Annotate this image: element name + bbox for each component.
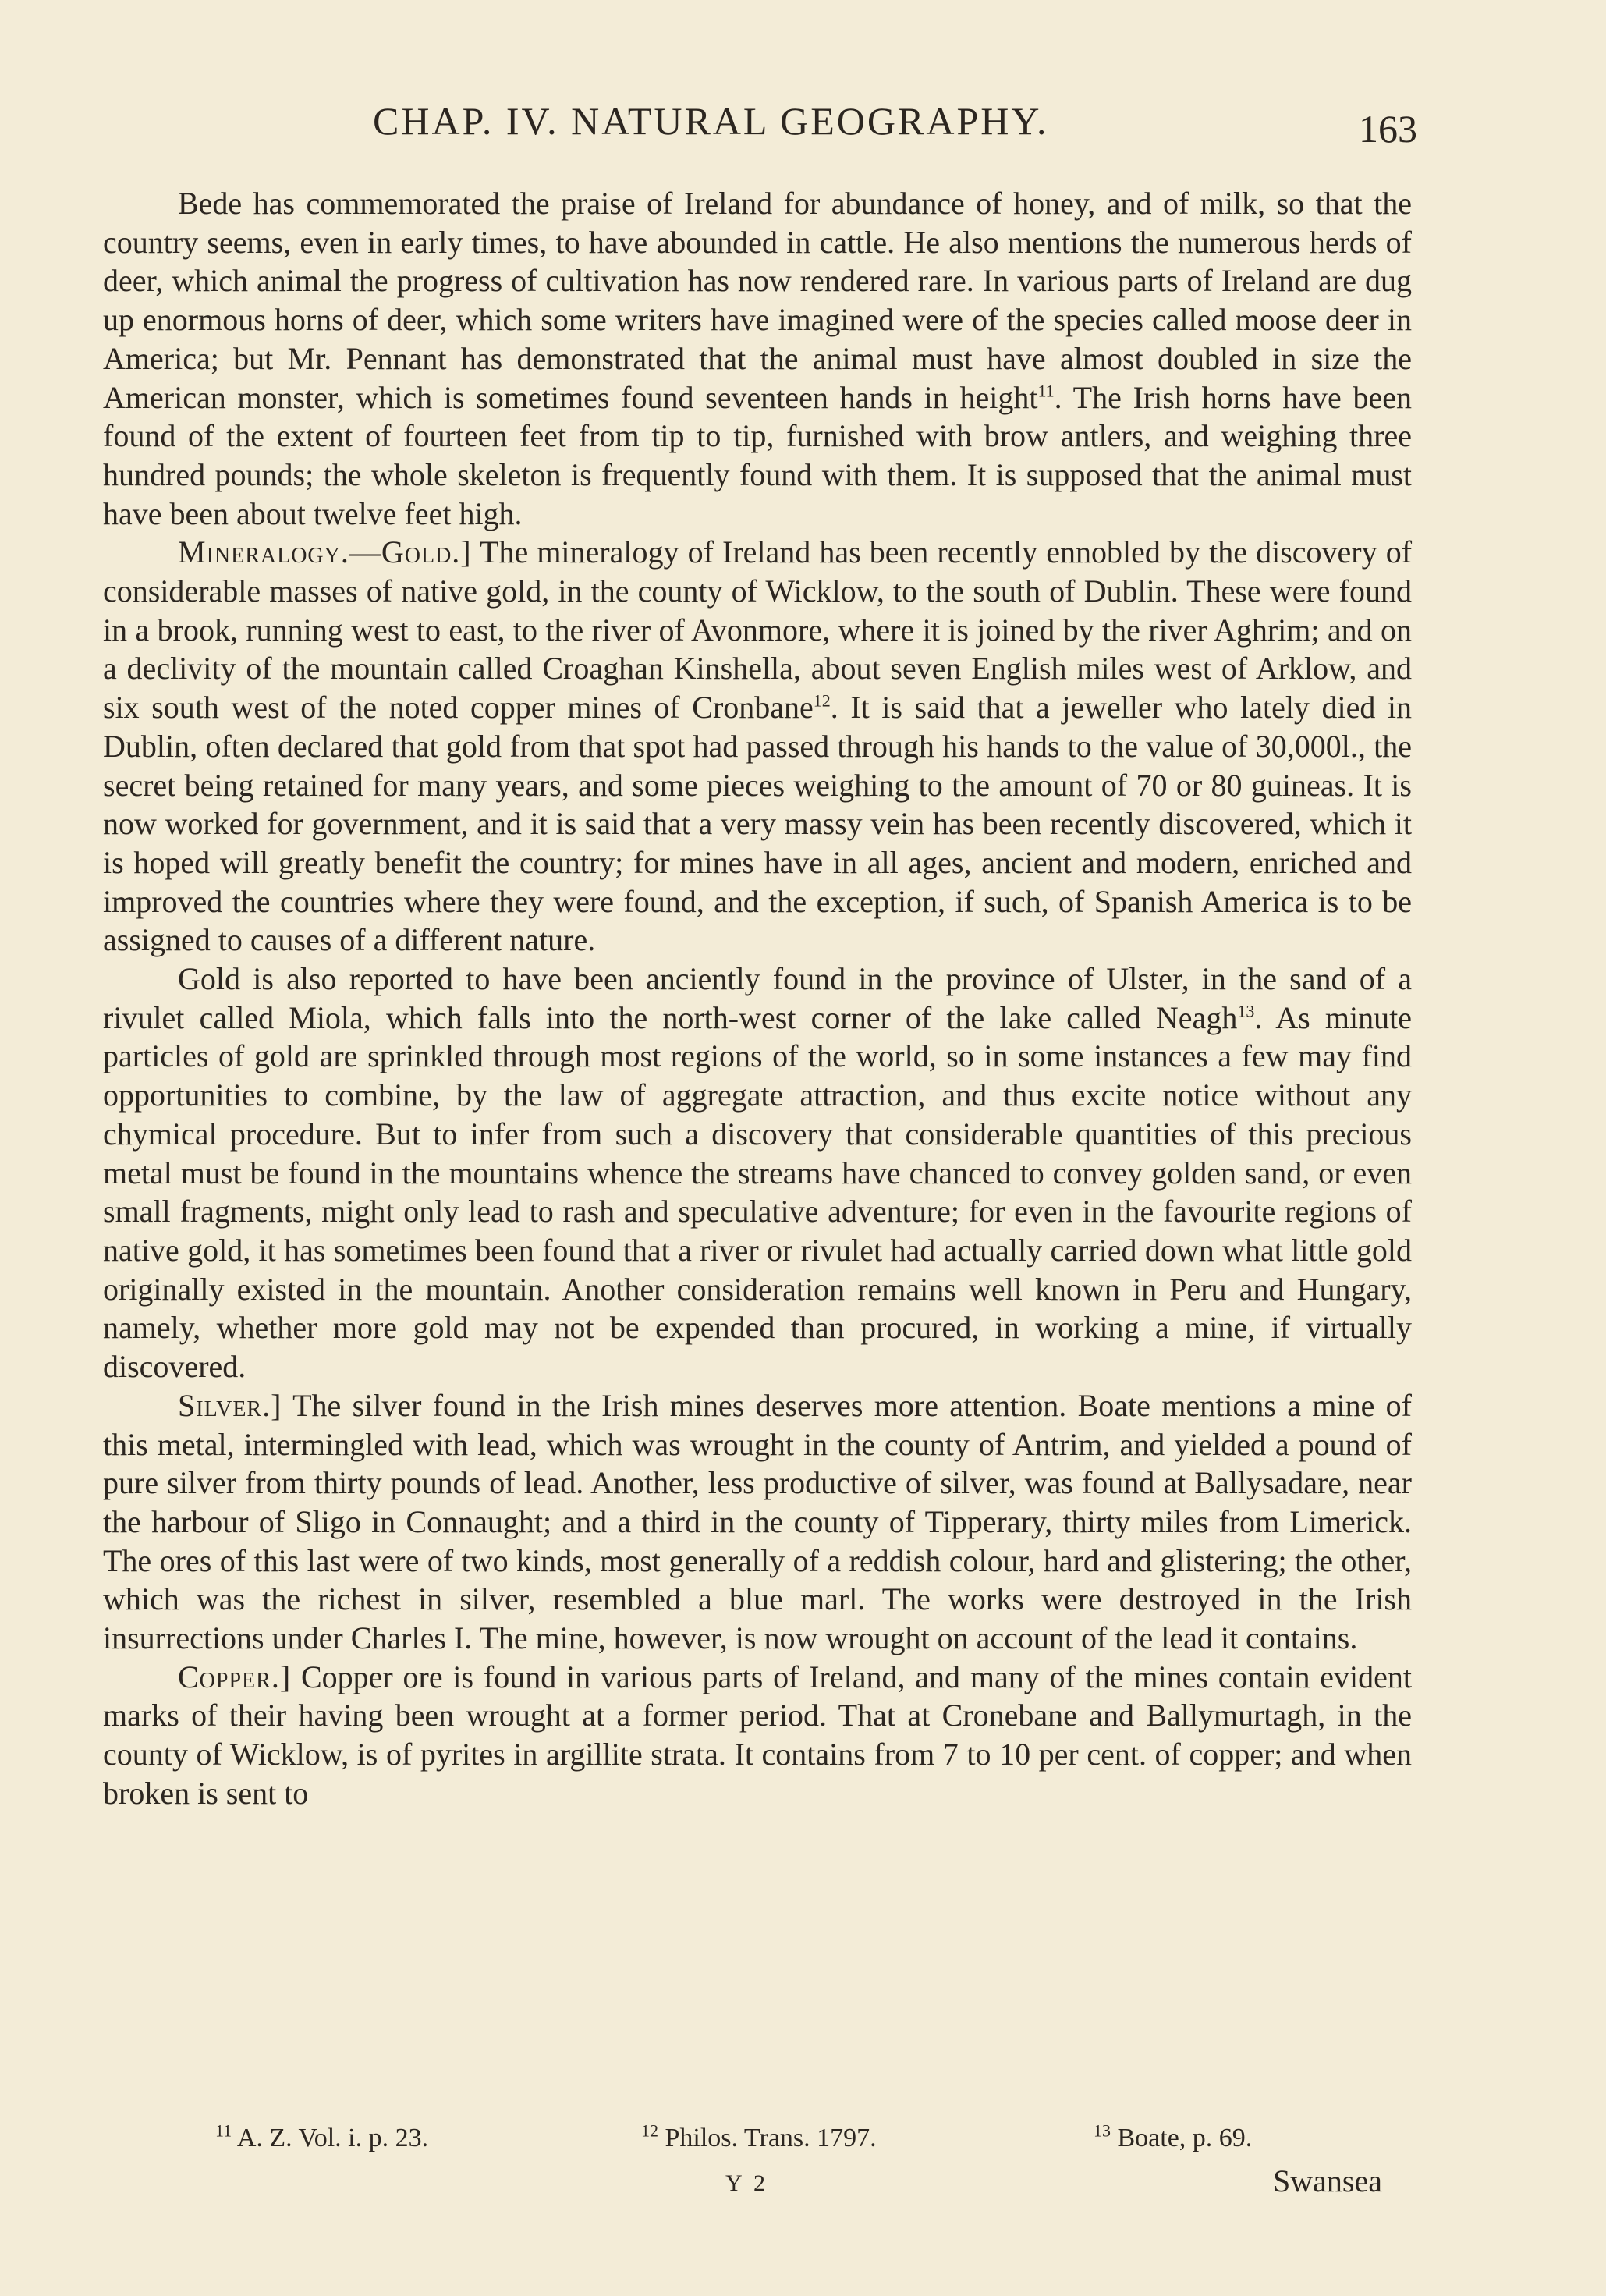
paragraph-text: The silver found in the Irish mines deserves more attention. Boate mentions a mine of this metal, intermingled with lead, which was wrought in the county of Antrim, and yielded a pound of pure silver from thirty pounds of lead. Another, less productive of silver, was found at Ballysadare, near the harbour of Sligo in Connaught; and a third in the county of Tipperary, thirty miles from Limerick. The ores of this last were of two kinds, most generally of a reddish colour, hard and glistering; the other, which was the richest in silver, resembled a blue marl. The works were destroyed in the Irish insurrections under Charles I. The mine, however, is now wrought on account of the lead it contains.	[103, 1387, 1412, 1656]
footnote	[1094, 2120, 1253, 2153]
paragraph	[103, 960, 1412, 1386]
running-header: CHAP. IV. NATURAL GEOGRAPHY.	[373, 99, 1049, 143]
paragraph	[103, 533, 1412, 960]
side-heading: Mineralogy.—Gold.]	[178, 534, 472, 570]
footnote-ref: 12	[813, 690, 831, 711]
side-heading: Silver.]	[178, 1387, 282, 1423]
paragraph-text-continued: . It is said that a jeweller who lately died in Dublin, often declared that gold from that spot had passed through his hands to the value of 30,000l., the secret being retained for many years, and some pieces weighing to the amount of 70 or 80 guineas. It is now worked for government, and it is said that a very massy vein has been recently discovered, which it is hoped will greatly benefit the country; for mines have in all ages, ancient and modern, enriched and improved the countries where they were found, and the exception, if such, of Spanish America is to be assigned to causes of a different nature.	[103, 690, 1412, 958]
paragraph	[103, 1658, 1412, 1813]
paragraph	[103, 1386, 1412, 1658]
footnote-ref: 11	[1037, 381, 1055, 401]
page-number: 163	[1359, 107, 1417, 151]
paragraph-text-continued: . As minute particles of gold are sprinkled through most regions of the world, so in some instances a few may find opportunities to combine, by the law of aggregate attraction, and thus excite notice without any chymical procedure. But to infer from such a discovery that considerable quantities of this precious metal must be found in the mountains whence the streams have chanced to convey golden sand, or even small fragments, might only lead to rash and speculative adventure; for even in the favourite regions of native gold, it has sometimes been found that a river or rivulet had actually carried down what little gold originally existed in the mountain. Another consideration remains well known in Peru and Hungary, namely, whether more gold may not be expended than procured, in working a mine, if virtually discovered.	[103, 999, 1412, 1385]
paragraph-text: Bede has commemorated the praise of Ireland for abundance of honey, and of milk, so that the country seems, even in early times, to have abounded in cattle. He also mentions the numerous herds of deer, which animal the progress of cultivation has now rendered rare. In various parts of Ireland are dug up enormous horns of deer, which some writers have imagined were of the species called moose deer in America; but Mr. Pennant has demonstrated that the animal must have almost doubled in size the American monster, which is sometimes found seventeen hands in height	[103, 186, 1412, 415]
body-text	[103, 184, 1412, 1813]
footnote-text: Philos. Trans. 1797.	[665, 2124, 877, 2152]
paragraph-text-continued: . The Irish horns have been found of the extent of fourteen feet from tip to tip, furnished with brow antlers, and weighing three hundred pounds; the whole skeleton is frequently found with them. It is supposed that the animal must have been about twelve feet high.	[103, 379, 1413, 531]
paragraph	[103, 184, 1412, 533]
footnote	[641, 2120, 877, 2153]
signature-mark: Y 2	[725, 2170, 769, 2196]
paragraph-text: The mineralogy of Ireland has been recently ennobled by the discovery of considerable masses of native gold, in the county of Wicklow, to the south of Dublin. These were found in a brook, running west to east, to the river of Avonmore, where it is joined by the river Aghrim; and on a declivity of the mountain called Croaghan Kinshella, about seven English miles west of Arklow, and six south west of the noted copper mines of Cronbane	[103, 534, 1413, 726]
footnote-text: A. Z. Vol. i. p. 23.	[236, 2124, 429, 2152]
footnote-text: Boate, p. 69.	[1117, 2124, 1253, 2152]
catchword: Swansea	[1273, 2163, 1382, 2198]
footnote-mark: 13	[1094, 2120, 1111, 2141]
paragraph-text: Copper ore is found in various parts of Ireland, and many of the mines contain evident marks of their having been wrought at a former period. That at Cronebane and Ballymurtagh, in the county of Wicklow, is of pyrites in argillite strata. It contains from 7 to 10 per cent. of copper; and when broken is sent to	[103, 1659, 1412, 1811]
footnote-ref: 13	[1237, 1001, 1255, 1021]
footnote-mark: 11	[215, 2120, 232, 2141]
footnote	[215, 2120, 429, 2153]
paragraph-text: Gold is also reported to have been anciently found in the province of Ulster, in the sand of a rivulet called Miola, which falls into the north-west corner of the lake called Neagh	[103, 961, 1412, 1035]
footnote-mark: 12	[641, 2120, 658, 2141]
footnotes	[103, 2120, 1412, 2170]
side-heading: Copper.]	[178, 1659, 292, 1694]
